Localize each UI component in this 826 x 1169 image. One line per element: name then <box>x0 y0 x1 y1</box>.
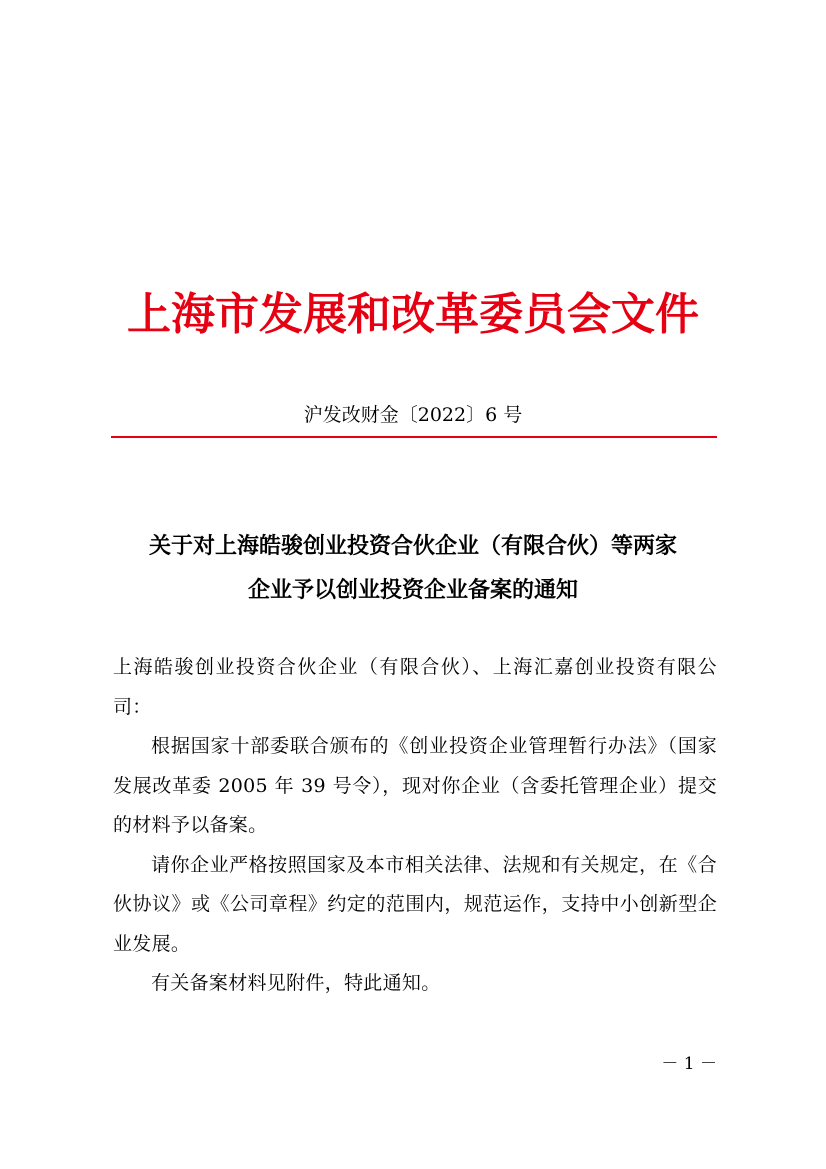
body-paragraph-3: 有关备案材料见附件，特此通知。 <box>151 972 441 994</box>
subject-line-1: 关于对上海皓骏创业投资合伙企业（有限合伙）等两家 <box>148 534 677 559</box>
document-subject <box>100 525 726 613</box>
issuer-title: 上海市发展和改革委员会文件 <box>127 289 699 340</box>
red-divider-line <box>111 436 717 438</box>
body-paragraph-2: 请你企业严格按照国家及本市相关法律、法规和有关规定，在《合伙协议》或《公司章程》约定的范围内，规范运作，支持中小创新型企业发展。 <box>113 853 717 955</box>
subject-line-2: 企业予以创业投资企业备案的通知 <box>247 578 578 603</box>
document-body <box>113 648 717 1004</box>
addressee: 上海皓骏创业投资合伙企业（有限合伙）、上海汇嘉创业投资有限公司： <box>113 656 717 718</box>
body-paragraph-1: 根据国家十部委联合颁布的《创业投资企业管理暂行办法》（国家发展改革委 2005 年 39 号令），现对你企业（含委托管理企业）提交的材料予以备案。 <box>113 735 717 836</box>
document-number: 沪发改财金〔2022〕6 号 <box>303 404 523 426</box>
page-number: － 1 － <box>661 1054 717 1074</box>
